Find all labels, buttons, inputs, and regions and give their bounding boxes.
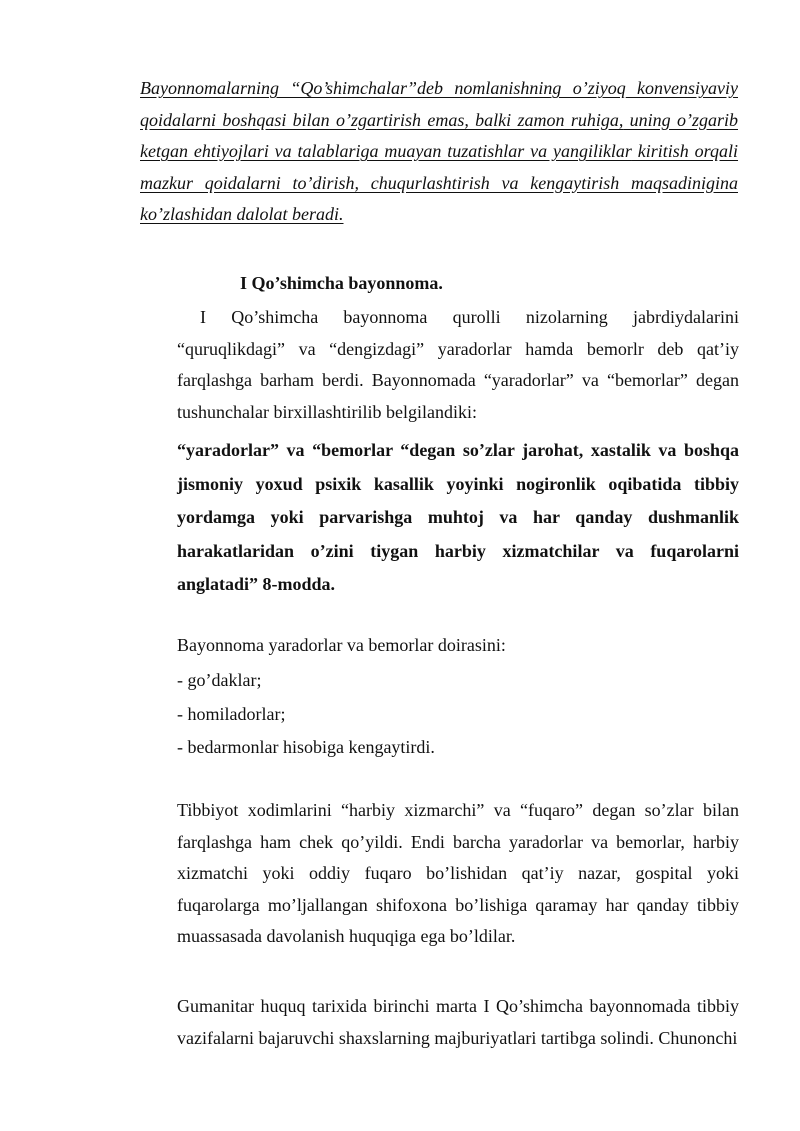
paragraph-1: I Qo’shimcha bayonnoma qurolli nizolarning jabrdiydalarini “quruqlikdagi” va “dengizdagi” yaradorlar hamda bemorlr deb qat’iy farqlashga barham berdi. Bayonnomada “yaradorlar” va “bemorlar” degan tushunchalar birxillashtirilib belgilandiki:	[177, 307, 739, 422]
section-heading: I Qo’shimcha bayonnoma.	[240, 273, 443, 293]
paragraph-2: Tibbiyot xodimlarini “harbiy xizmarchi” va “fuqaro” degan so’zlar bilan farqlashga ham chek qo’yildi. Endi barcha yaradorlar va bemorlar, harbiy xizmatchi yoki oddiy fuqaro bo’lishidan qat’iy nazar, gospital yoki fuqarolarga mo’ljallangan shifoxona bo’lishiga qaramay har qanday tibbiy muassasada davolanish huquqiga ega bo’ldilar.	[177, 800, 739, 946]
intro-part-1: Bayonnomalarning “Qo’shimchalar”deb nomlanishning o’ziyoq	[140, 78, 626, 98]
scope-intro: Bayonnoma yaradorlar va bemorlar doirasini:	[177, 635, 506, 655]
intro-part-3: uning o’zgarib ketgan ehtiyojlari va talablariga muayan tuzatishlar va yangiliklar	[140, 109, 738, 161]
list-item: - go’daklar;	[177, 670, 262, 690]
intro-part-4: kiritish orqali mazkur qoidalarni to’dirish, chuqurlashtirish va kengaytirish maqsadinigina ko’zlashidan dalolat beradi.	[140, 141, 739, 224]
intro-part-2: konvensiyaviy qoidalarni boshqasi bilan o’zgartirish emas, balki zamon ruhiga,	[140, 78, 738, 130]
definition-paragraph: “yaradorlar” va “bemorlar “degan so’zlar jarohat, xastalik va boshqa jismoniy yoxud psixik kasallik yoyinki nogironlik oqibatida tibbiy yordamga yoki parvarishga muhtoj va har qanday dushmanlik harakatlaridan o’zini tiygan harbiy xizmatchilar va fuqarolarni anglatadi” 8-modda.	[177, 440, 739, 594]
paragraph-3: Gumanitar huquq tarixida birinchi marta I Qo’shimcha bayonnomada tibbiy vazifalarni bajaruvchi shaxslarning majburiyatlari tartibga solindi. Chunonchi	[177, 996, 739, 1048]
list-item: - homiladorlar;	[177, 703, 286, 724]
scope-list	[177, 664, 739, 765]
intro-paragraph	[140, 73, 738, 231]
list-item: - bedarmonlar hisobiga kengaytirdi.	[177, 737, 435, 757]
